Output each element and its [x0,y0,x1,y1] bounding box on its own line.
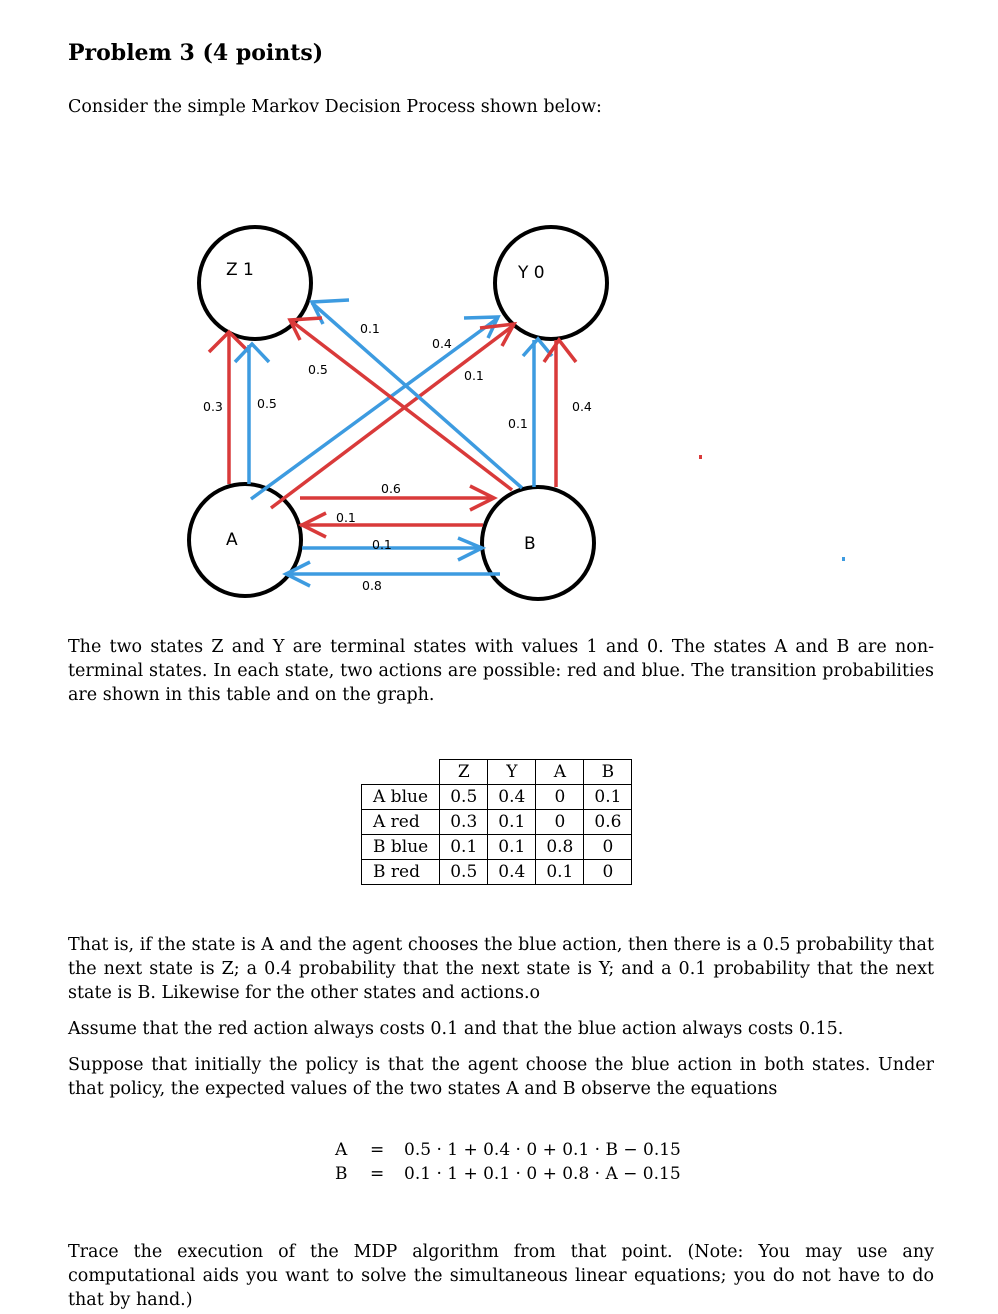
table-cell: 0.1 [488,810,536,835]
table-cell: 0 [536,810,584,835]
table-cell: 0.1 [536,860,584,885]
label-a-z-blue: 0.5 [257,396,277,411]
label-b-z-blue: 0.1 [360,321,380,336]
equation-b-lhs: B [335,1164,348,1184]
table-row [362,860,632,885]
table-header: Z [440,760,488,785]
table-cell: 0.5 [440,860,488,885]
table-row [362,785,632,810]
table-row [362,835,632,860]
table-cell: 0.5 [440,785,488,810]
policy-text: Suppose that initially the policy is that the agent choose the blue action in both states. Under that policy, the expected values of the two states A and B observe the equations [68,1055,934,1099]
stray-red-mark [699,455,702,459]
state-z-label: Z 1 [226,260,254,280]
equation-a-rhs: 0.5 · 1 + 0.4 · 0 + 0.1 · B − 0.15 [404,1140,681,1160]
table-cell: 0.3 [440,810,488,835]
row-label: B red [362,860,440,885]
equation-b-rhs: 0.1 · 1 + 0.1 · 0 + 0.8 · A − 0.15 [404,1164,681,1184]
equation-b-equals: = [370,1164,385,1184]
state-b-label: B [524,534,536,554]
label-a-z-red: 0.3 [203,399,223,414]
label-a-y-blue: 0.4 [432,336,452,351]
table-cell: 0.1 [584,785,632,810]
table-cell: 0.1 [440,835,488,860]
label-a-z-blue-diag: 0.5 [308,362,328,377]
table-header: Y [488,760,536,785]
label-a-y-red: 0.1 [464,368,484,383]
arrowhead-b-y-blue [523,339,552,356]
label-b-y-red: 0.4 [572,399,592,414]
state-y-label: Y 0 [518,263,545,283]
costs-text: Assume that the red action always costs 0.1 and that the blue action always costs 0.15. [68,1019,844,1039]
description-text: The two states Z and Y are terminal states with values 1 and 0. The states A and B are non-terminal states. In each state, two actions are possible: red and blue. The transition probabilities are shown in this table and on the graph. [68,637,934,705]
label-a-b-blue: 0.1 [372,537,392,552]
state-a-node [189,484,301,596]
table-header-row [362,760,632,785]
row-label: B blue [362,835,440,860]
table-cell: 0.8 [536,835,584,860]
table-cell: 0.6 [584,810,632,835]
arrowhead-b-z-red [290,318,322,340]
edge-b-z-red [290,320,512,490]
table-row [362,810,632,835]
transition-table [361,759,632,885]
task-text: Trace the execution of the MDP algorithm from that point. (Note: You may use any computational aids you want to solve the simultaneous linear equations; you do not have to do that by hand.) [68,1242,934,1310]
label-a-b-red: 0.6 [381,481,401,496]
row-label: A blue [362,785,440,810]
stray-blue-mark [842,557,845,561]
table-cell: 0.4 [488,785,536,810]
mdp-diagram [0,0,998,640]
edge-a-y-blue [251,318,498,499]
table-cell: 0.1 [488,835,536,860]
table-cell: 0.4 [488,860,536,885]
explanation-text: That is, if the state is A and the agent chooses the blue action, then there is a 0.5 probability that the next state is Z; a 0.4 probability that the next state is Y; and a 0.1 probability that the next state is B. Likewise for the other states and actions.o [68,935,934,1003]
row-label: A red [362,810,440,835]
table-header: B [584,760,632,785]
label-b-y-blue: 0.1 [508,416,528,431]
table-cell: 0 [584,860,632,885]
label-b-a-blue: 0.8 [362,578,382,593]
intro-text: Consider the simple Markov Decision Process shown below: [68,97,602,117]
arrowhead-a-z-blue [235,344,269,362]
table-cell: 0 [584,835,632,860]
problem-title: Problem 3 (4 points) [68,40,324,66]
equation-a-lhs: A [335,1140,348,1160]
table-cell: 0 [536,785,584,810]
equation-a-equals: = [370,1140,385,1160]
state-y-node [495,227,607,339]
table-corner [362,760,440,785]
state-b-node [482,487,594,599]
state-a-label: A [226,530,238,550]
table-header: A [536,760,584,785]
label-b-a-red: 0.1 [336,510,356,525]
